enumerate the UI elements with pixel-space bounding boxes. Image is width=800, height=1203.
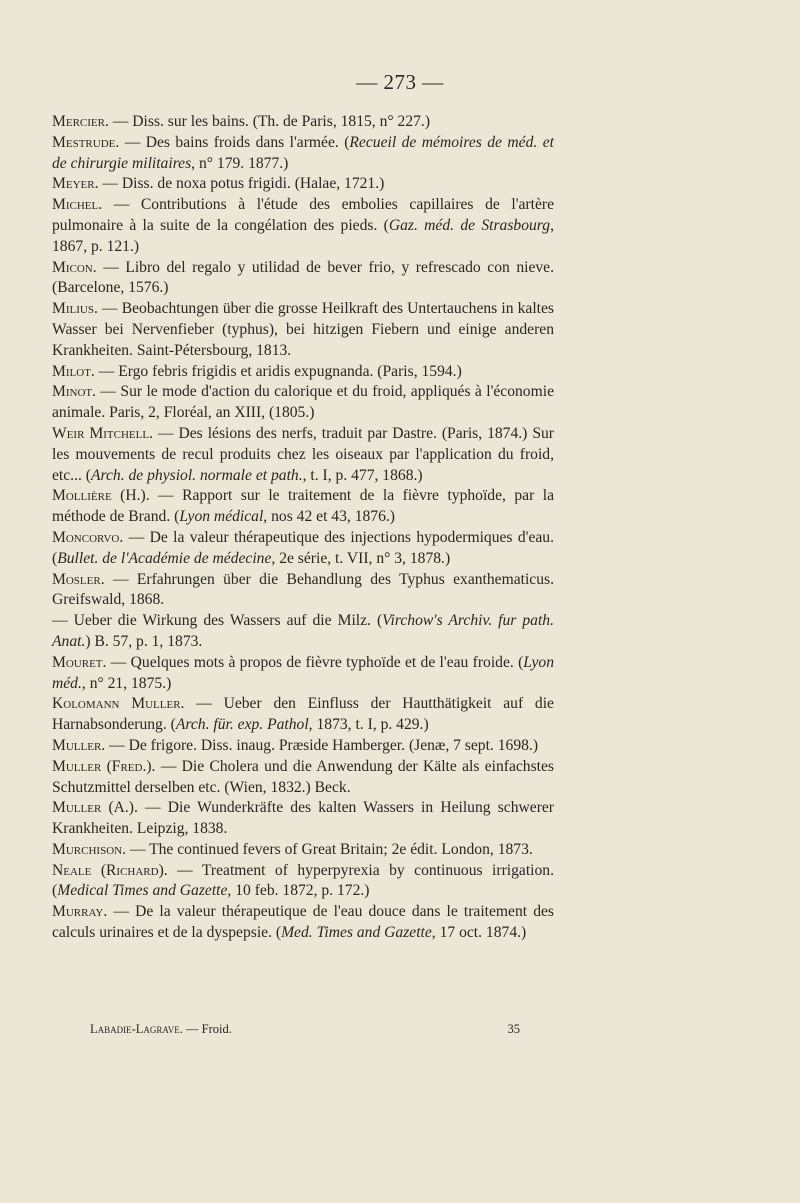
entry-text: — Diss. sur les bains. (Th. de Paris, 1815, n° 227.) xyxy=(108,113,431,130)
bibliography-entry xyxy=(52,653,554,695)
entry-source-title: Lyon méd. xyxy=(52,653,554,692)
entry-author: Mestrude. xyxy=(52,133,120,151)
entry-author: Muller. xyxy=(52,736,106,754)
bibliography-entry xyxy=(52,382,554,424)
bibliography-entry xyxy=(52,611,554,653)
bibliography-entry xyxy=(52,861,554,903)
bibliography-entry xyxy=(52,424,554,486)
entry-author: Murchison. xyxy=(52,840,126,858)
entry-text: — Ueber die Wirkung des Wassers auf die Milz. ( xyxy=(52,612,383,630)
entry-text: — Sur le mode d'action du calorique et du froid, appliqués à l'économie animale. Paris, 2, Floréal, an XIII, (1805.) xyxy=(52,383,554,422)
entry-text: — Beobachtungen über die grosse Heilkraft des Untertauchens in kaltes Wasser bei Nervenfieber (typhus), bei hitzigen Fiebern und einige anderen Krankheiten. Saint-Pétersbourg, 1813. xyxy=(52,300,554,359)
entry-author: Micon. xyxy=(52,258,97,276)
entry-text: — Contributions à l'étude des embolies capillaires de l'artère pulmonaire à la suite de la congélation des pieds. ( xyxy=(52,196,554,234)
entry-source-title: Arch. für. exp. Pathol xyxy=(175,716,309,734)
bibliography-entry xyxy=(52,299,554,361)
bibliography-entry xyxy=(52,757,554,799)
page-number: — 273 — xyxy=(356,70,444,94)
bibliography-entry xyxy=(52,112,554,133)
entry-source-title: Gaz. méd. de Strasbourg xyxy=(388,216,551,234)
page-footer xyxy=(90,1022,520,1037)
entry-text: , 10 feb. 1872, p. 172.) xyxy=(227,882,370,900)
entry-author: Moncorvo. xyxy=(52,528,124,546)
bibliography-entry xyxy=(52,570,554,612)
entry-author: Michel. xyxy=(52,196,103,214)
entry-text: — De la valeur thérapeutique de l'eau douce dans le traitement des calculs urinaires et de la dyspepsie. ( xyxy=(52,903,554,942)
entry-text: — Die Cholera und die Anwendung der Kälte als einfachstes Schutzmittel derselben etc. (Wien, 1832.) Beck. xyxy=(52,757,554,796)
entry-source-title: Virchow's Archiv. fur path. Anat. xyxy=(52,612,554,650)
entry-author: Mercier. xyxy=(52,113,109,130)
entry-text: — Quelques mots à propos de fièvre typhoïde et de l'eau froide. ( xyxy=(106,653,524,671)
entry-source-title: Lyon médical xyxy=(179,508,264,526)
entry-text: , 1867, p. 121.) xyxy=(52,216,554,255)
entry-author: Muller (Fred.). xyxy=(52,757,156,775)
entry-text: , 2e série, t. VII, n° 3, 1878.) xyxy=(271,549,451,567)
entry-text: — De la valeur thérapeutique des injections hypodermiques d'eau. ( xyxy=(52,528,554,567)
entry-author: Milius. xyxy=(52,300,98,318)
footer-title: — Froid. xyxy=(182,1022,232,1036)
entry-source-title: Med. Times and Gazette xyxy=(281,924,432,942)
entry-text: — Ueber den Einfluss der Hautthätigkeit auf die Harnabsonderung. ( xyxy=(52,695,554,734)
entry-author: Neale (Richard). xyxy=(52,861,168,879)
sheet-number: 35 xyxy=(507,1022,520,1036)
entry-text: — Die Wunderkräfte des kalten Wassers in Heilung schwerer Krankheiten. Leipzig, 1838. xyxy=(52,799,554,838)
entry-text: — Rapport sur le traitement de la fièvre typhoïde, par la méthode de Brand. ( xyxy=(52,487,554,526)
bibliography-list xyxy=(52,112,554,944)
entry-text: — Treatment of hyperpyrexia by continuous irrigation. ( xyxy=(52,861,554,900)
entry-author: Mosler. xyxy=(52,570,105,588)
bibliography-entry xyxy=(52,258,554,300)
entry-author: Mouret. xyxy=(52,653,107,671)
entry-source-title: Bullet. de l'Académie de médecine xyxy=(57,549,272,567)
bibliography-entry xyxy=(52,798,554,840)
bibliography-entry xyxy=(52,902,554,944)
bibliography-entry xyxy=(52,133,554,175)
entry-text: , 17 oct. 1874.) xyxy=(431,924,527,942)
entry-author: Minot. xyxy=(52,383,97,401)
entry-text: — De frigore. Diss. inaug. Præside Hamberger. (Jenæ, 7 sept. 1698.) xyxy=(105,736,539,754)
entry-text: , 1873, t. I, p. 429.) xyxy=(308,716,429,734)
entry-author: Muller (A.). xyxy=(52,799,138,817)
entry-text: , n° 21, 1875.) xyxy=(81,674,172,692)
entry-text: , t. I, p. 477, 1868.) xyxy=(302,466,423,484)
entry-author: Meyer. xyxy=(52,175,99,193)
entry-source-title: Recueil de mémoires de méd. et de chirurgie militaires xyxy=(52,133,554,172)
entry-text: — Diss. de noxa potus frigidi. (Halae, 1721.) xyxy=(98,175,385,193)
entry-text: — Ergo febris frigidis et aridis expugnanda. (Paris, 1594.) xyxy=(94,362,462,380)
bibliography-entry xyxy=(52,174,554,195)
bibliography-entry xyxy=(52,528,554,570)
bibliography-entry xyxy=(52,840,554,861)
entry-text: — The continued fevers of Great Britain; 2e édit. London, 1873. xyxy=(126,840,533,858)
entry-text: — Des lésions des nerfs, traduit par Dastre. (Paris, 1874.) Sur les mouvements de recul produits chez les oiseaux par l'application du froid, etc... ( xyxy=(52,424,554,484)
entry-author: Murray. xyxy=(52,903,108,921)
entry-text: ) B. 57, p. 1, 1873. xyxy=(85,632,203,650)
bibliography-entry xyxy=(52,486,554,528)
entry-text: — Libro del regalo y utilidad de bever frio, y refrescado con nieve. (Barcelone, 1576.) xyxy=(52,258,554,297)
entry-text: , n° 179. 1877.) xyxy=(191,154,289,172)
bibliography-entry xyxy=(52,195,554,257)
bibliography-entry xyxy=(52,362,554,383)
footer-author: Labadie-Lagrave. xyxy=(90,1022,183,1036)
entry-author: Milot. xyxy=(52,362,95,380)
bibliography-entry xyxy=(52,736,554,757)
entry-text: , nos 42 et 43, 1876.) xyxy=(263,508,395,526)
entry-author: Weir Mitchell. xyxy=(52,424,153,442)
bibliography-entry xyxy=(52,694,554,736)
entry-text: — Des bains froids dans l'armée. ( xyxy=(119,133,350,151)
entry-author: Kolomann Muller. xyxy=(52,695,185,713)
entry-source-title: Medical Times and Gazette xyxy=(57,882,228,900)
entry-text: — Erfahrungen über die Behandlung des Typhus exanthematicus. Greifswald, 1868. xyxy=(52,570,554,609)
entry-source-title: Arch. de physiol. normale et path. xyxy=(90,466,303,484)
entry-author: Mollière (H.). xyxy=(52,487,150,505)
